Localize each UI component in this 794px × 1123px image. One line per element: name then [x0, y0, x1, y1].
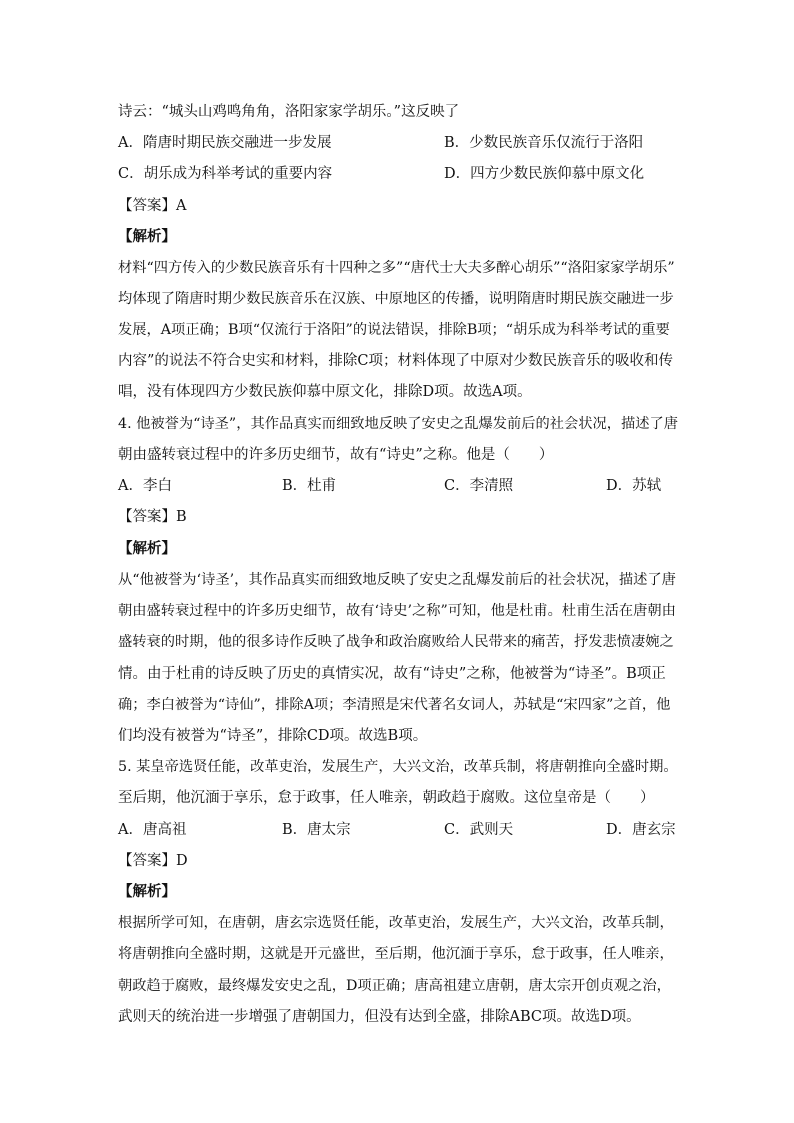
q3-analysis-title: 【解析】: [118, 228, 176, 245]
q3-option-d: D．四方少数民族仰慕中原文化: [444, 166, 645, 182]
q4-analysis-line: 盛转衰的时期，他的很多诗作反映了战争和政治腐败给人民带来的痛苦，抒发悲愤凄婉之: [118, 634, 674, 650]
q5-stem-line: 至后期，他沉湎于享乐，怠于政事，任人唯亲，朝政趋于腐败。这位皇帝是（ ）: [118, 790, 655, 806]
q3-option-a: A．隋唐时期民族交融进一步发展: [118, 135, 332, 151]
q3-analysis-line: 发展，A项正确；B项“仅流行于洛阳”的说法错误，排除B项；“胡乐成为科举考试的重要: [118, 322, 670, 338]
q4-option-d: D．苏轼: [606, 478, 662, 494]
q4-answer: 【答案】B: [118, 509, 187, 525]
q5-analysis-line: 将唐朝推向全盛时期，这就是开元盛世，至后期，他沉湎于享乐，怠于政事，任人唯亲，: [118, 946, 674, 962]
q5-analysis-line: 朝政趋于腐败，最终爆发安史之乱，D项正确；唐高祖建立唐朝，唐太宗开创贞观之治，: [118, 978, 671, 994]
q4-stem-line: 朝由盛转衰过程中的许多历史细节，故有“诗史”之称。他是（ ）: [118, 447, 554, 463]
q4-analysis-line: 情。由于杜甫的诗反映了历史的真情实况，故有“诗史”之称，他被誉为“诗圣”。B项正: [118, 666, 666, 682]
q4-stem-line: 4. 他被誉为“诗圣”，其作品真实而细致地反映了安史之乱爆发前后的社会状况，描述了唐: [118, 416, 678, 432]
q5-analysis-line: 根据所学可知，在唐朝，唐玄宗选贤任能，改革吏治，发展生产，大兴文治，改革兵制，: [118, 915, 674, 931]
q4-analysis-line: 们均没有被誉为“诗圣”，排除CD项。故选B项。: [118, 728, 428, 744]
q5-stem-line: 5. 某皇帝选贤任能，改革吏治，发展生产，大兴文治，改革兵制，将唐朝推向全盛时期。: [118, 759, 678, 775]
q5-option-d: D．唐玄宗: [606, 822, 676, 838]
q4-option-a: A．李白: [118, 478, 172, 494]
q3-analysis-line: 均体现了隋唐时期少数民族音乐在汉族、中原地区的传播，说明隋唐时期民族交融进一步: [118, 291, 674, 307]
q3-option-b: B．少数民族音乐仅流行于洛阳: [444, 135, 644, 151]
q4-option-c: C．李清照: [444, 478, 514, 494]
q3-analysis-line: 内容”的说法不符合史实和材料，排除C项；材料体现了中原对少数民族音乐的吸收和传: [118, 353, 674, 369]
q4-analysis-line: 朝由盛转衰过程中的许多历史细节，故有‘诗史’之称”可知，他是杜甫。杜甫生活在唐朝由: [118, 603, 676, 619]
q3-stem-tail: 诗云：“城头山鸡鸣角角，洛阳家家学胡乐。”这反映了: [118, 104, 460, 120]
q3-option-c: C．胡乐成为科举考试的重要内容: [118, 166, 333, 182]
q5-analysis-line: 武则天的统治进一步增强了唐朝国力，但没有达到全盛，排除ABC项。故选D项。: [118, 1009, 641, 1025]
q3-answer: 【答案】A: [118, 198, 187, 214]
q5-answer: 【答案】D: [118, 853, 188, 869]
q4-analysis-title: 【解析】: [118, 540, 176, 557]
q3-analysis-line: 材料“四方传入的少数民族音乐有十四种之多”“唐代士大夫多醉心胡乐”“洛阳家家学胡乐”: [118, 260, 675, 276]
q4-analysis-line: 确；李白被誉为“诗仙”，排除A项；李清照是宋代著名女词人，苏轼是“宋四家”之首，他: [118, 697, 671, 713]
q5-analysis-title: 【解析】: [118, 883, 176, 900]
q5-option-a: A．唐高祖: [118, 822, 187, 838]
q5-option-b: B．唐太宗: [282, 822, 351, 838]
q4-analysis-line: 从“他被誉为‘诗圣’，其作品真实而细致地反映了安史之乱爆发前后的社会状况，描述了唐: [118, 572, 676, 588]
q3-analysis-line: 唱，没有体现四方少数民族仰慕中原文化，排除D项。故选A项。: [118, 384, 532, 400]
q4-option-b: B．杜甫: [282, 478, 337, 494]
q5-option-c: C．武则天: [444, 822, 514, 838]
